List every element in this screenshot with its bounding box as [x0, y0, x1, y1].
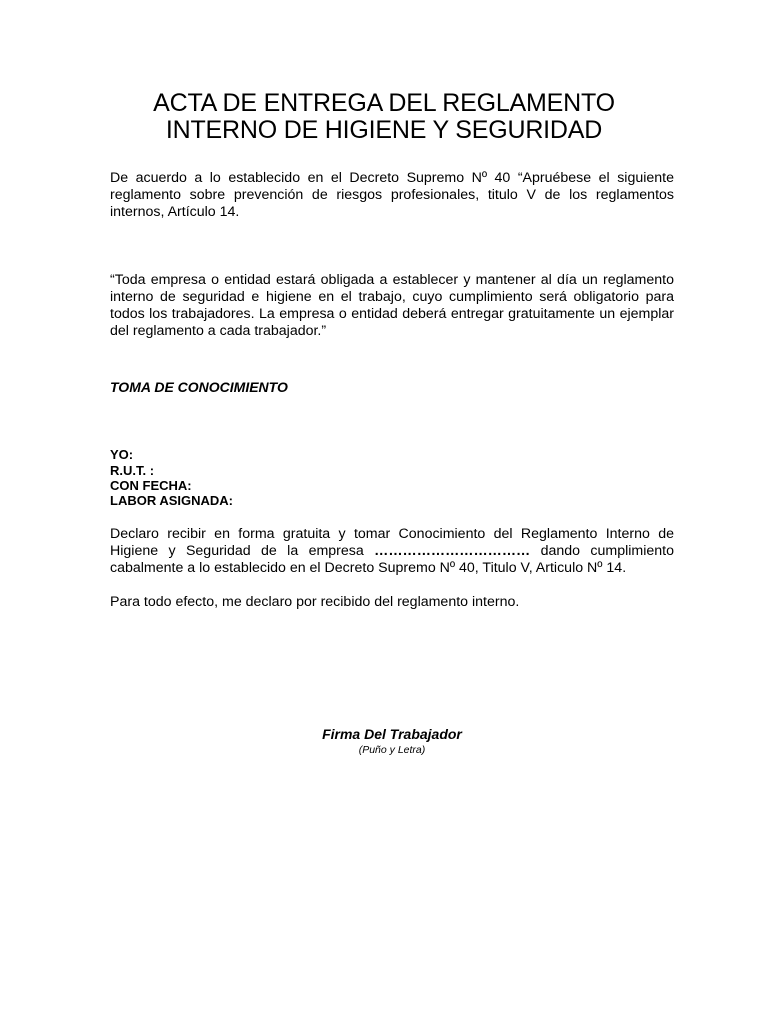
field-labor-asignada-label: LABOR ASIGNADA:	[110, 493, 234, 508]
field-rut-label: R.U.T. :	[110, 463, 155, 478]
field-yo-label: YO:	[110, 447, 134, 462]
declaration-part-1: Declaro recibir en forma gratuita y tomar Conocimiento del Reglamento Interno de Higiene y Seguridad de la empresa	[110, 526, 674, 559]
section-heading: TOMA DE CONOCIMIENTO	[110, 379, 288, 395]
field-con-fecha-label: CON FECHA:	[110, 478, 192, 493]
company-name-blank: ……………………………	[374, 543, 531, 559]
signature-label: Firma Del Trabajador	[322, 726, 462, 742]
declaration-part-2: dando cumplimiento cabalmente a lo establecido en el Decreto Supremo Nº 40, Titulo V, Articulo Nº 14.	[110, 543, 674, 576]
declaration-last-line: Para todo efecto, me declaro por recibido del reglamento interno.	[110, 594, 520, 610]
intro-paragraph: De acuerdo a lo establecido en el Decreto Supremo Nº 40 “Apruébese el siguiente reglamento sobre prevención de riesgos profesionales, titulo V de los reglamentos internos, Artículo 14.	[110, 170, 674, 220]
quote-paragraph: “Toda empresa o entidad estará obligada a establecer y mantener al día un reglamento interno de seguridad e higiene en el trabajo, cuyo cumplimiento será obligatorio para todos los trabajadores. La empresa o entidad deberá entregar gratuitamente un ejemplar del reglamento a cada trabajador.”	[110, 272, 674, 339]
document-title-line-2: INTERNO DE HIGIENE Y SEGURIDAD	[165, 116, 603, 144]
document-title-line-1: ACTA DE ENTREGA DEL REGLAMENTO	[153, 89, 615, 117]
declaration-paragraph	[110, 526, 674, 577]
signature-sublabel: (Puño y Letra)	[358, 744, 426, 756]
